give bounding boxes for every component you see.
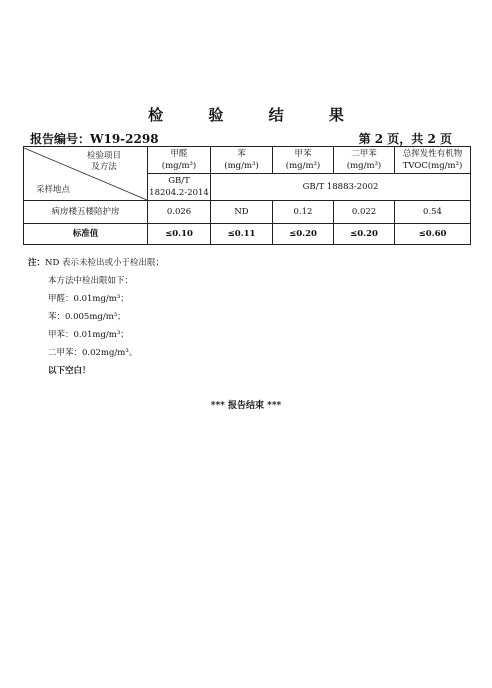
standard-row (24, 224, 471, 245)
standard-value-cell: ≤0.11 (211, 224, 273, 245)
corner-bottom-label: 采样地点 (36, 184, 71, 195)
standard-label-cell: 标准值 (24, 224, 148, 245)
note-line-6: 二甲苯：0.02mg/m³。 (48, 348, 138, 358)
results-table (23, 146, 471, 245)
column-name: 二甲苯 (351, 149, 377, 159)
blank-below-note: 以下空白！ (48, 366, 91, 376)
corner-top-line2: 及方法 (91, 161, 117, 172)
method-line: 18204.2-2014 (149, 188, 209, 198)
column-header (273, 147, 334, 174)
column-header (334, 147, 395, 174)
column-name: 甲苯 (294, 149, 312, 159)
note-text: ND 表示未检出或小于检出限； (45, 258, 164, 268)
standard-value-cell: ≤0.20 (273, 224, 334, 245)
column-unit: (mg/m³) (346, 161, 382, 171)
column-name: 总挥发性有机物 (402, 149, 463, 159)
standard-value-cell: ≤0.60 (395, 224, 471, 245)
note-line-4: 苯：0.005mg/m³； (48, 312, 126, 322)
column-name: 甲醛 (170, 149, 188, 159)
standard-value-cell: ≤0.20 (334, 224, 395, 245)
standard-value-cell: ≤0.10 (148, 224, 211, 245)
corner-top-line1: 检验项目 (86, 150, 121, 161)
column-header (211, 147, 273, 174)
method-line: GB/T (168, 176, 190, 186)
report-end-marker: *** 报告结束 *** (210, 401, 282, 411)
value-cell: ND (211, 201, 273, 224)
table-row (24, 201, 471, 224)
note-line-1 (28, 254, 164, 272)
corner-top-label (87, 151, 121, 173)
value-cell: 0.022 (334, 201, 395, 224)
method-cell: GB/T 18883-2002 (211, 174, 471, 201)
column-name: 苯 (237, 149, 246, 159)
column-unit: TVOC(mg/m³) (402, 161, 463, 171)
report-number: 报告编号：W19-2298 (30, 132, 159, 146)
column-unit: (mg/m³) (161, 161, 197, 171)
column-header (148, 147, 211, 174)
page-info: 第 2 页，共 2 页 (358, 132, 452, 146)
note-lead: 注： (28, 258, 46, 268)
page-title: 检 验 结 果 (148, 106, 364, 124)
value-cell: 0.12 (273, 201, 334, 224)
method-cell (148, 174, 211, 201)
value-cell: 0.026 (148, 201, 211, 224)
value-cell: 0.54 (395, 201, 471, 224)
location-cell: 病房楼五楼陪护房 (24, 201, 148, 224)
note-line-5: 甲苯：0.01mg/m³； (48, 330, 129, 340)
column-header (395, 147, 471, 174)
note-line-3: 甲醛：0.01mg/m³； (48, 294, 129, 304)
diagonal-header-cell (24, 147, 148, 201)
column-unit: (mg/m³) (224, 161, 259, 171)
note-line-2: 本方法中检出限如下： (48, 276, 134, 286)
notes-section (28, 254, 164, 380)
column-unit: (mg/m³) (285, 161, 321, 171)
table-header-row (24, 147, 471, 174)
